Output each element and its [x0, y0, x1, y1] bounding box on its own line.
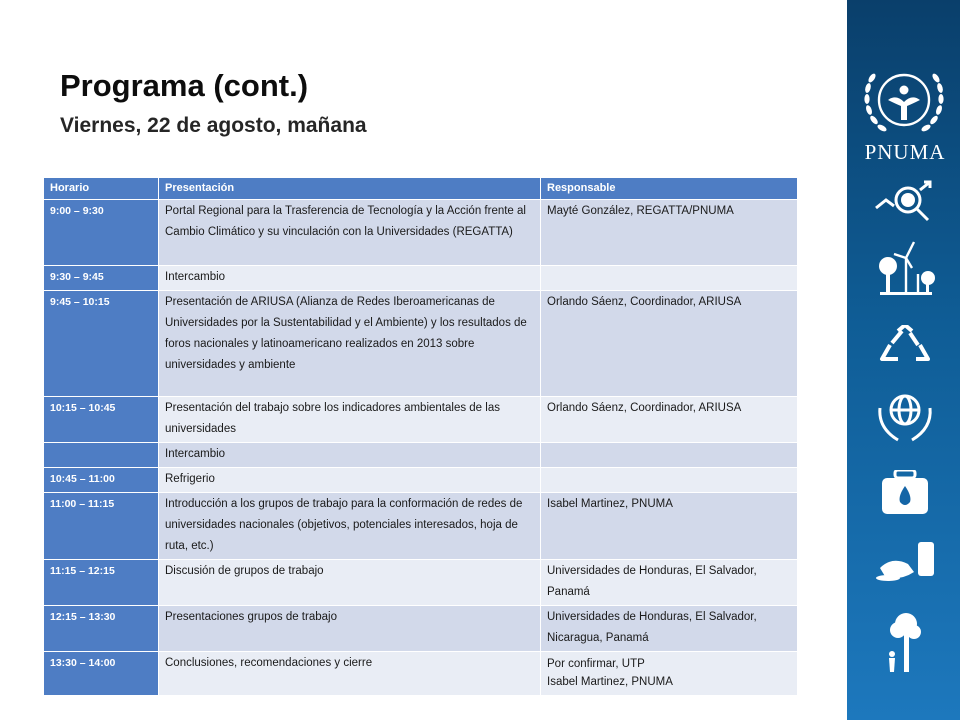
brand-label: PNUMA	[864, 140, 946, 164]
water-drop-case-icon	[872, 470, 938, 516]
table-row	[44, 266, 798, 291]
table-row	[44, 443, 798, 468]
row-presentation: Conclusiones, recomendaciones y cierre	[159, 652, 541, 696]
row-presentation: Discusión de grupos de trabajo	[159, 560, 541, 606]
column-header-presentation: Presentación	[159, 178, 541, 200]
row-time: 13:30 – 14:00	[44, 652, 159, 696]
row-responsible: Orlando Sáenz, Coordinador, ARIUSA	[541, 291, 798, 397]
wind-turbine-trees-icon	[872, 236, 938, 298]
row-responsible: Orlando Sáenz, Coordinador, ARIUSA	[541, 397, 798, 443]
page-title: Programa (cont.)	[60, 68, 309, 103]
table-row	[44, 291, 798, 397]
row-time: 9:30 – 9:45	[44, 266, 159, 291]
row-time: 9:00 – 9:30	[44, 200, 159, 266]
row-time: 11:00 – 11:15	[44, 493, 159, 560]
row-time: 11:15 – 12:15	[44, 560, 159, 606]
row-responsible	[541, 266, 798, 291]
row-presentation: Introducción a los grupos de trabajo para la conformación de redes de universidades nacionales (objetivos, potenciales interesados, hoja de ruta, etc.)	[159, 493, 541, 560]
row-responsible: Isabel Martinez, PNUMA	[541, 493, 798, 560]
globe-magnifier-icon	[872, 178, 938, 226]
table-row	[44, 560, 798, 606]
table-row	[44, 200, 798, 266]
row-responsible: Universidades de Honduras, El Salvador, Panamá	[541, 560, 798, 606]
row-responsible	[541, 443, 798, 468]
row-presentation: Refrigerio	[159, 468, 541, 493]
row-responsible	[541, 468, 798, 493]
table-row	[44, 606, 798, 652]
row-presentation: Presentación del trabajo sobre los indicadores ambientales de las universidades	[159, 397, 541, 443]
table-row	[44, 468, 798, 493]
row-responsible-line: Isabel Martinez, PNUMA	[547, 676, 673, 688]
table-header-row	[44, 178, 798, 200]
row-time: 9:45 – 10:15	[44, 291, 159, 397]
row-presentation: Presentación de ARIUSA (Alianza de Redes Iberoamericanas de Universidades por la Sustentabilidad y el Ambiente) y los resultados de foros nacionales y latinoamericano realizados en 2013 sobre universidades y ambiente	[159, 291, 541, 397]
row-presentation: Intercambio	[159, 266, 541, 291]
column-header-responsible: Responsable	[541, 178, 798, 200]
page-subtitle: Viernes, 22 de agosto, mañana	[60, 114, 367, 137]
table-row	[44, 397, 798, 443]
row-time: 12:15 – 13:30	[44, 606, 159, 652]
tree-person-icon	[872, 610, 938, 676]
row-responsible: Universidades de Honduras, El Salvador, Nicaragua, Panamá	[541, 606, 798, 652]
row-responsible-line: Por confirmar, UTP	[547, 658, 645, 670]
recycle-icon	[872, 325, 938, 367]
row-presentation: Presentaciones grupos de trabajo	[159, 606, 541, 652]
column-header-time: Horario	[44, 178, 159, 200]
row-presentation: Portal Regional para la Trasferencia de Tecnología y la Acción frente al Cambio Climático y su vinculación con la Universidades (REGATTA)	[159, 200, 541, 266]
row-presentation: Intercambio	[159, 443, 541, 468]
row-time: 10:45 – 11:00	[44, 468, 159, 493]
row-responsible: Mayté González, REGATTA/PNUMA	[541, 200, 798, 266]
row-time	[44, 443, 159, 468]
hands-globe-icon	[872, 388, 938, 444]
row-responsible	[541, 652, 798, 696]
row-time: 10:15 – 10:45	[44, 397, 159, 443]
un-emblem-icon	[852, 58, 955, 143]
table-row	[44, 493, 798, 560]
schedule-table	[43, 177, 798, 696]
table-row	[44, 652, 798, 696]
spilled-barrel-icon	[872, 538, 938, 584]
